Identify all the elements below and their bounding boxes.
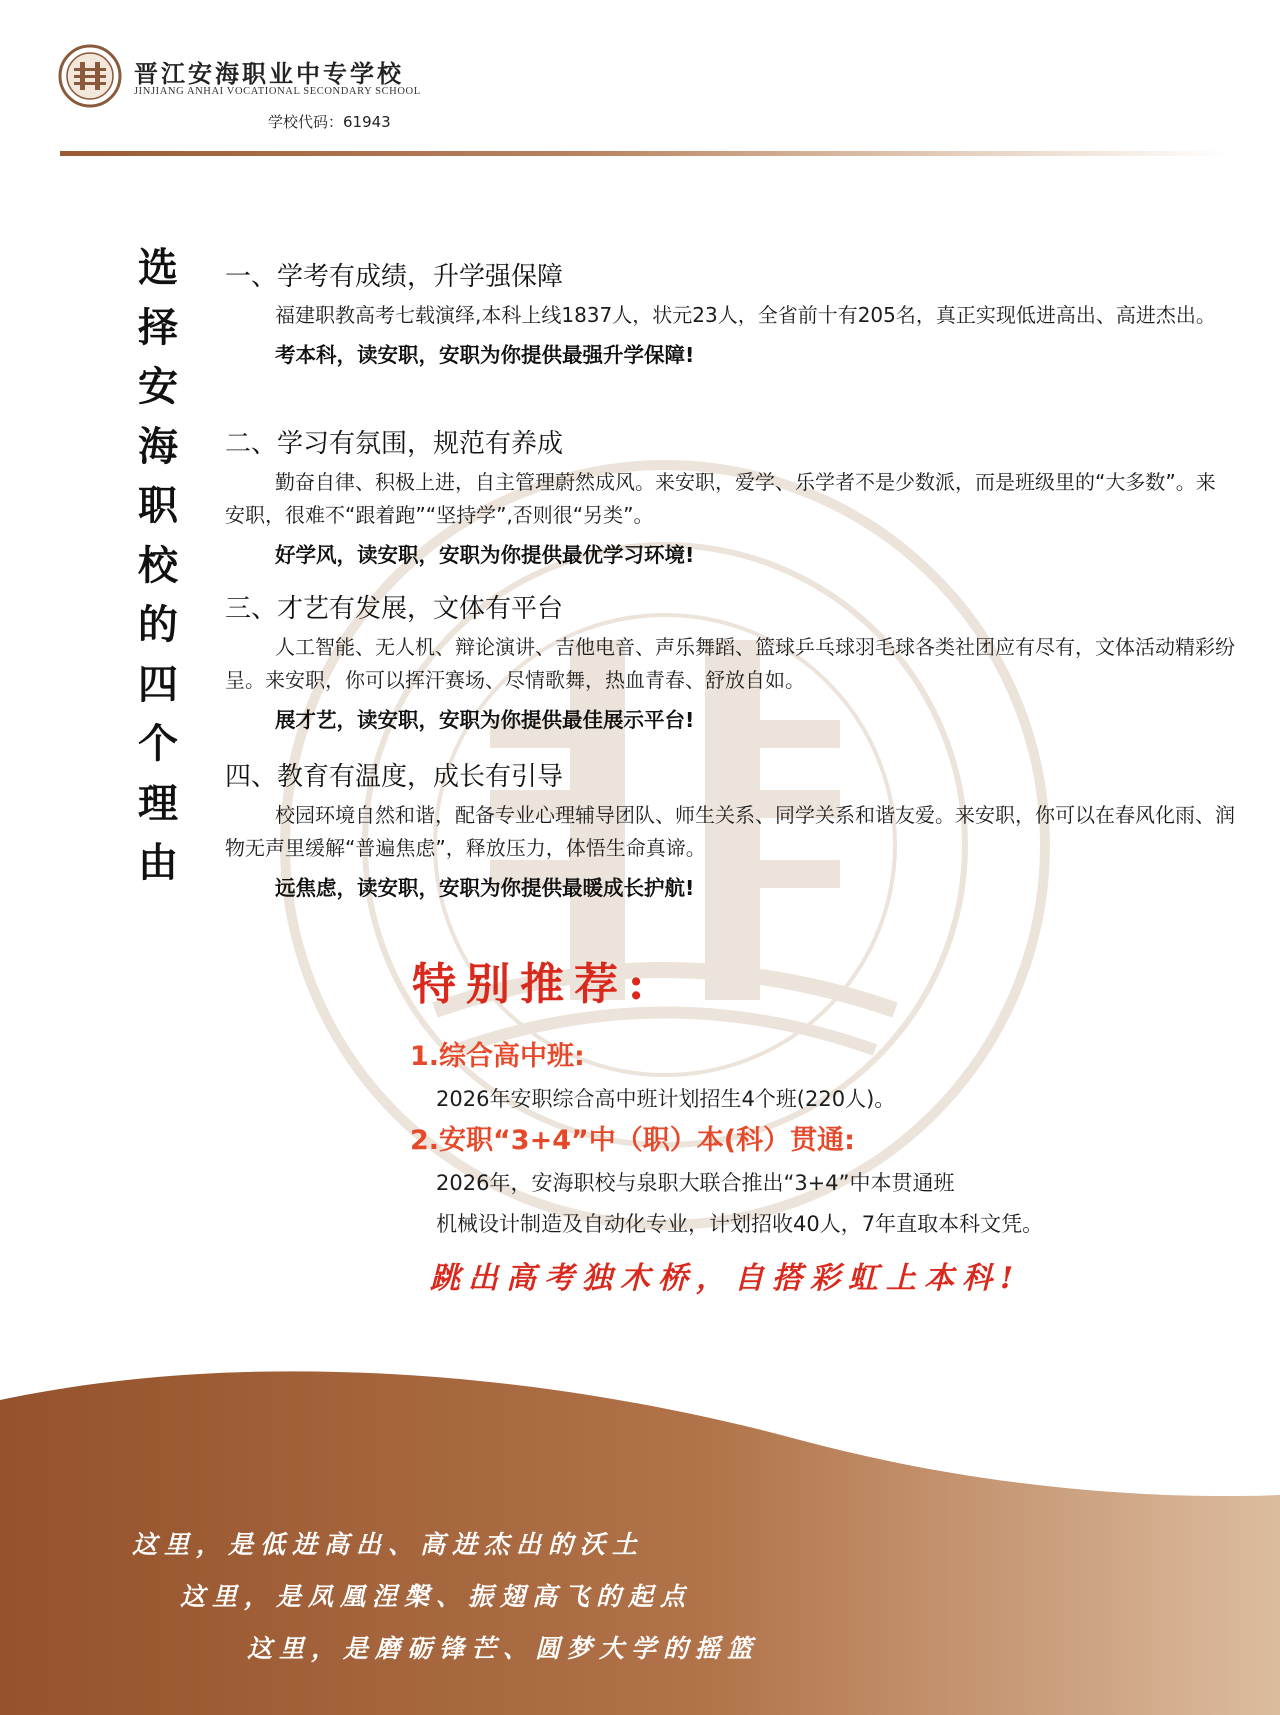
footer-line-1: 这里，是低进高出、高进杰出的沃土 xyxy=(132,1530,645,1559)
section-heading: 四、教育有温度，成长有引导 xyxy=(225,762,564,792)
vertical-title-char: 安 xyxy=(138,363,178,410)
section-heading: 一、学考有成绩，升学强保障 xyxy=(225,262,564,292)
vertical-title-char: 校 xyxy=(138,541,178,589)
section-body: 勤奋自律、积极上进，自主管理蔚然成风。来安职，爱学、乐学者不是少数派，而是班级里的“大多数”。来安职，很难不“跟着跑”“坚持学”,否则很“另类”。 xyxy=(225,470,1216,527)
footer-line-2: 这里，是凤凰涅槃、振翅高飞的起点 xyxy=(180,1582,693,1611)
vertical-title-char: 海 xyxy=(138,422,178,470)
section-body: 福建职教高考七载演绎,本科上线1837人，状元23人，全省前十有205名，真正实现低进高出、高进杰出。 xyxy=(275,303,1216,327)
vertical-title-char: 个 xyxy=(138,720,178,767)
vertical-title-char: 择 xyxy=(138,303,178,351)
closing-slogan: 跳出高考独木桥，自搭彩虹上本科! xyxy=(430,1261,1022,1296)
vertical-title-char: 四 xyxy=(138,660,178,708)
header-divider xyxy=(60,151,1230,156)
school-header xyxy=(58,44,1238,134)
section-body: 校园环境自然和谐，配备专业心理辅导团队、师生关系、同学关系和谐友爱。来安职，你可以在春风化雨、润物无声里缓解“普遍焦虑”，释放压力，体悟生命真谛。 xyxy=(225,803,1235,860)
section-heading: 三、才艺有发展，文体有平台 xyxy=(225,594,564,624)
vertical-title-char: 选 xyxy=(138,244,178,291)
reason-section-1 xyxy=(225,256,1235,368)
school-code: 学校代码：61943 xyxy=(268,113,391,131)
section-body: 人工智能、无人机、辩论演讲、吉他电音、声乐舞蹈、篮球乒乓球羽毛球各类社团应有尽有，文体活动精彩纷呈。来安职，你可以挥汗赛场、尽情歌舞，热血青春、舒放自如。 xyxy=(225,635,1235,692)
footer-line-3: 这里，是磨砺锋芒、圆梦大学的摇篮 xyxy=(247,1634,760,1663)
vertical-title-char: 职 xyxy=(138,482,178,529)
school-name-english: JINJIANG ANHAI VOCATIONAL SECONDARY SCHOOL xyxy=(134,86,421,97)
reason-section-3 xyxy=(225,588,1235,733)
section-slogan: 考本科，读安职，安职为你提供最强升学保障! xyxy=(275,343,695,367)
recommendation-2-text-2: 机械设计制造及自动化专业，计划招收40人，7年直取本科文凭。 xyxy=(436,1212,1044,1236)
section-slogan: 好学风，读安职，安职为你提供最优学习环境! xyxy=(275,543,695,567)
school-name: 晋江安海职业中专学校 xyxy=(134,59,404,88)
section-slogan: 展才艺，读安职，安职为你提供最佳展示平台! xyxy=(275,708,695,732)
school-logo-icon xyxy=(58,44,122,108)
vertical-title-char: 理 xyxy=(138,779,178,827)
vertical-title-char: 的 xyxy=(138,601,178,648)
recommendation-1-heading: 1.综合高中班: xyxy=(410,1041,585,1072)
vertical-title-char: 由 xyxy=(138,839,178,886)
reason-section-4 xyxy=(225,756,1235,901)
recommendation-1-text: 2026年安职综合高中班计划招生4个班(220人)。 xyxy=(436,1087,896,1111)
recommendation-2-heading: 2.安职“3+4”中（职）本(科）贯通: xyxy=(410,1125,855,1156)
section-slogan: 远焦虑，读安职，安职为你提供最暖成长护航! xyxy=(275,876,695,900)
section-heading: 二、学习有氛围，规范有养成 xyxy=(225,429,564,459)
recommendation-2-text-1: 2026年，安海职校与泉职大联合推出“3+4”中本贯通班 xyxy=(436,1171,955,1195)
vertical-title xyxy=(128,238,188,893)
reason-section-2 xyxy=(225,423,1235,568)
special-recommendation-title: 特别推荐: xyxy=(412,959,655,1010)
